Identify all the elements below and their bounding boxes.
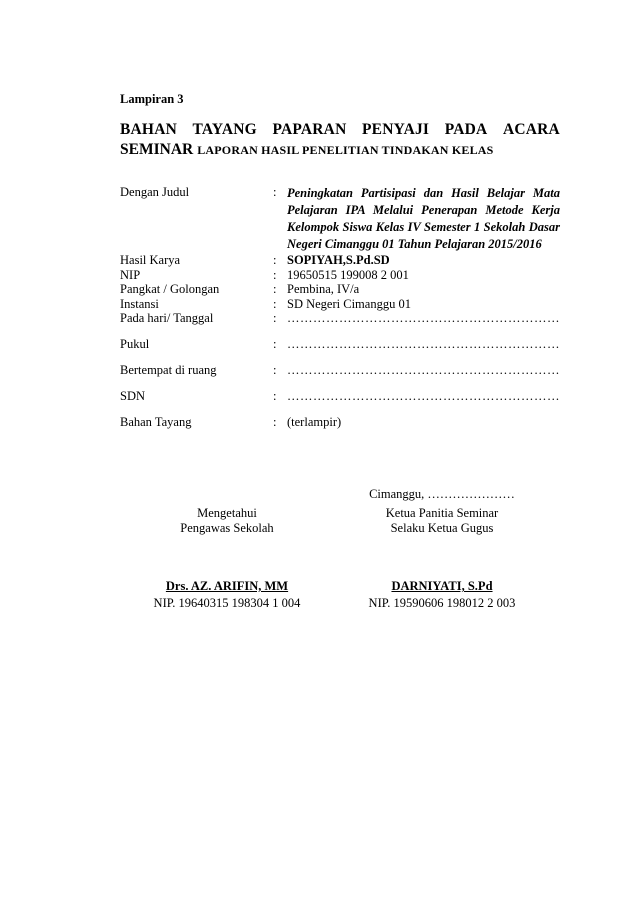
- field-row-hari-tanggal: [120, 311, 560, 337]
- field-value-blank: ………………………………………………………: [287, 337, 560, 351]
- field-row-hasil-karya: [120, 253, 560, 268]
- field-value: (terlampir): [287, 415, 342, 429]
- title-seminar: SEMINAR: [120, 141, 194, 158]
- field-label: Bahan Tayang: [120, 415, 192, 429]
- field-colon: :: [273, 337, 277, 351]
- left-signer-name: Drs. AZ. ARIFIN, MM: [165, 579, 289, 593]
- left-signer-nip: NIP. 19640315 198304 1 004: [153, 596, 301, 610]
- right-signer-role-1: Ketua Panitia Seminar: [385, 506, 499, 520]
- title-subtitle: LAPORAN HASIL PENELITIAN TINDAKAN KELAS: [197, 143, 494, 157]
- field-label: Pukul: [120, 337, 150, 351]
- field-colon: :: [273, 253, 277, 267]
- judul-value: Peningkatan Partisipasi dan Hasil Belajar Mata Pelajaran IPA Melalui Penerapan Metode Kerja Kelompok Siswa Kelas IV Semester 1 Sekolah Dasar Negeri Cimanggu 01 Tahun Pelajaran 2015/2016: [287, 186, 560, 251]
- field-row-instansi: [120, 297, 560, 312]
- field-value-blank: ………………………………………………………: [287, 363, 560, 377]
- field-label: SDN: [120, 389, 146, 403]
- title-word: BAHAN: [120, 121, 177, 138]
- field-label: Bertempat di ruang: [120, 363, 217, 377]
- field-colon: :: [273, 389, 277, 403]
- field-colon: :: [273, 282, 277, 296]
- field-label: Pada hari/ Tanggal: [120, 311, 214, 325]
- title-line-1: [120, 121, 560, 139]
- right-signer-name: DARNIYATI, S.Pd: [391, 579, 493, 593]
- field-value-blank: ………………………………………………………: [287, 389, 560, 403]
- title-word: TAYANG: [192, 121, 257, 138]
- field-row-judul: [120, 185, 560, 253]
- field-colon: :: [273, 311, 277, 325]
- field-row-pukul: [120, 337, 560, 363]
- field-row-tempat: [120, 363, 560, 389]
- field-colon: :: [273, 296, 277, 311]
- field-value: SOPIYAH,S.Pd.SD: [287, 253, 390, 267]
- title-word: PENYAJI: [362, 121, 430, 138]
- place-date: Cimanggu, …………………: [369, 487, 515, 501]
- title-word: ACARA: [502, 121, 560, 138]
- field-row-nip: [120, 268, 560, 283]
- title-word: PADA: [444, 121, 488, 138]
- field-label: Pangkat / Golongan: [120, 282, 220, 296]
- title-line-2: [120, 141, 494, 159]
- field-label: Dengan Judul: [120, 185, 190, 199]
- field-label: NIP: [120, 267, 141, 282]
- field-label: Instansi: [120, 296, 159, 311]
- field-label: Hasil Karya: [120, 253, 181, 267]
- field-colon: :: [273, 185, 277, 199]
- left-signer-role-2: Pengawas Sekolah: [180, 521, 274, 535]
- field-value: 19650515 199008 2 001: [287, 267, 409, 282]
- field-table: [120, 185, 560, 430]
- title-word: PAPARAN: [272, 121, 347, 138]
- left-signer-role-1: Mengetahui: [197, 506, 257, 520]
- field-row-pangkat: [120, 282, 560, 297]
- field-value: SD Negeri Cimanggu 01: [287, 296, 411, 311]
- field-colon: :: [273, 415, 277, 429]
- field-row-bahan-tayang: [120, 415, 560, 430]
- field-value-blank: ………………………………………………………: [287, 311, 560, 325]
- field-colon: :: [273, 267, 277, 282]
- lampiran-label: Lampiran 3: [120, 92, 184, 106]
- right-signer-nip: NIP. 19590606 198012 2 003: [368, 596, 516, 610]
- field-value: Pembina, IV/a: [287, 282, 360, 296]
- right-signer-role-2: Selaku Ketua Gugus: [390, 521, 494, 535]
- field-row-sdn: [120, 389, 560, 415]
- field-colon: :: [273, 363, 277, 377]
